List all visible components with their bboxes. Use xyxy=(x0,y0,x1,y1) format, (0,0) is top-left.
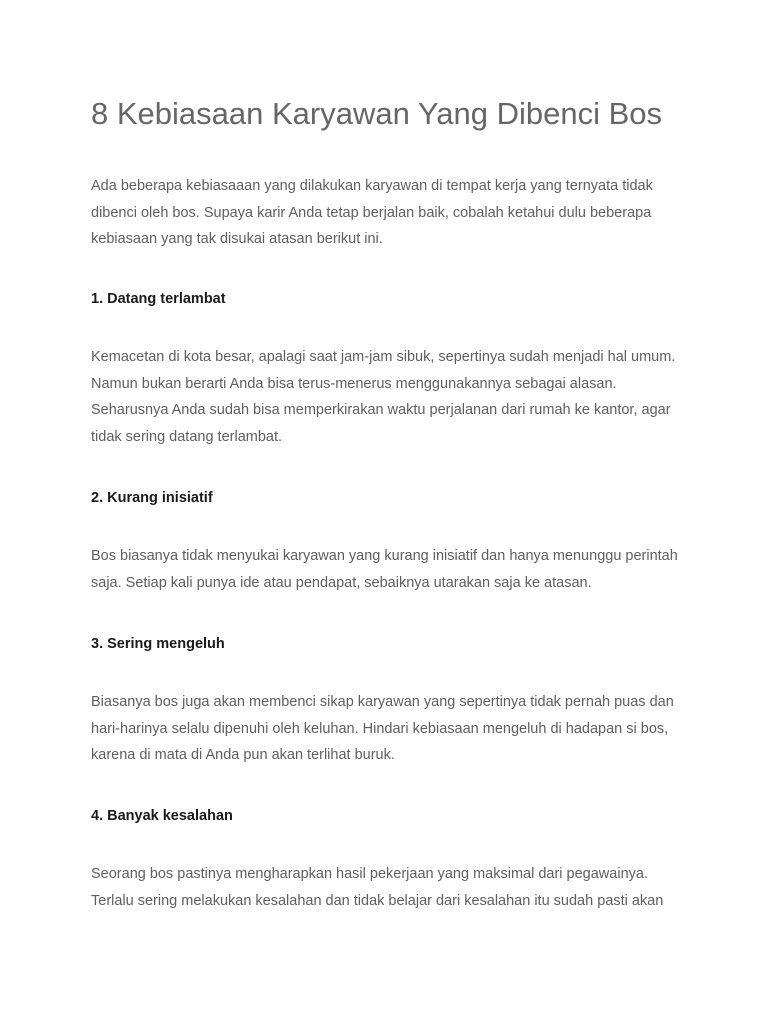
section-heading-4: 4. Banyak kesalahan xyxy=(91,808,233,824)
section-heading-1: 1. Datang terlambat xyxy=(91,291,226,307)
paragraph-line: Namun bukan berarti Anda bisa terus-menerus menggunakannya sebagai alasan. xyxy=(91,375,617,392)
paragraph-line: Terlalu sering melakukan kesalahan dan tidak belajar dari kesalahan itu sudah pasti akan xyxy=(91,892,664,909)
paragraph-line: tidak sering datang terlambat. xyxy=(91,428,283,445)
paragraph-line: hari-harinya selalu dipenuhi oleh keluhan. Hindari kebiasaan mengeluh di hadapan si bos, xyxy=(91,720,669,737)
paragraph-line: Biasanya bos juga akan membenci sikap karyawan yang sepertinya tidak pernah puas dan xyxy=(91,694,674,710)
document-title: 8 Kebiasaan Karyawan Yang Dibenci Bos xyxy=(91,96,663,131)
paragraph-line: dibenci oleh bos. Supaya karir Anda tetap berjalan baik, cobalah ketahui dulu beberapa xyxy=(91,204,652,221)
section-paragraph-3 xyxy=(91,689,691,769)
paragraph-line: Seharusnya Anda sudah bisa memperkirakan waktu perjalanan dari rumah ke kantor, agar xyxy=(91,402,671,418)
section-paragraph-4 xyxy=(91,861,691,914)
paragraph-line: saja. Setiap kali punya ide atau pendapat, sebaiknya utarakan saja ke atasan. xyxy=(91,574,592,591)
section-heading-2: 2. Kurang inisiatif xyxy=(91,490,213,506)
intro-paragraph xyxy=(91,173,691,253)
section-heading-3: 3. Sering mengeluh xyxy=(91,636,225,652)
paragraph-line: Kemacetan di kota besar, apalagi saat jam-jam sibuk, sepertinya sudah menjadi hal umum. xyxy=(91,349,676,365)
section-paragraph-2 xyxy=(91,543,691,596)
paragraph-line: Ada beberapa kebiasaaan yang dilakukan karyawan di tempat kerja yang ternyata tidak xyxy=(91,178,653,194)
paragraph-line: karena di mata di Anda pun akan terlihat buruk. xyxy=(91,747,395,763)
paragraph-line: kebiasaan yang tak disukai atasan berikut ini. xyxy=(91,231,383,247)
section-paragraph-1 xyxy=(91,344,691,450)
paragraph-line: Bos biasanya tidak menyukai karyawan yang kurang inisiatif dan hanya menunggu perintah xyxy=(91,548,678,564)
paragraph-line: Seorang bos pastinya mengharapkan hasil pekerjaan yang maksimal dari pegawainya. xyxy=(91,866,648,882)
